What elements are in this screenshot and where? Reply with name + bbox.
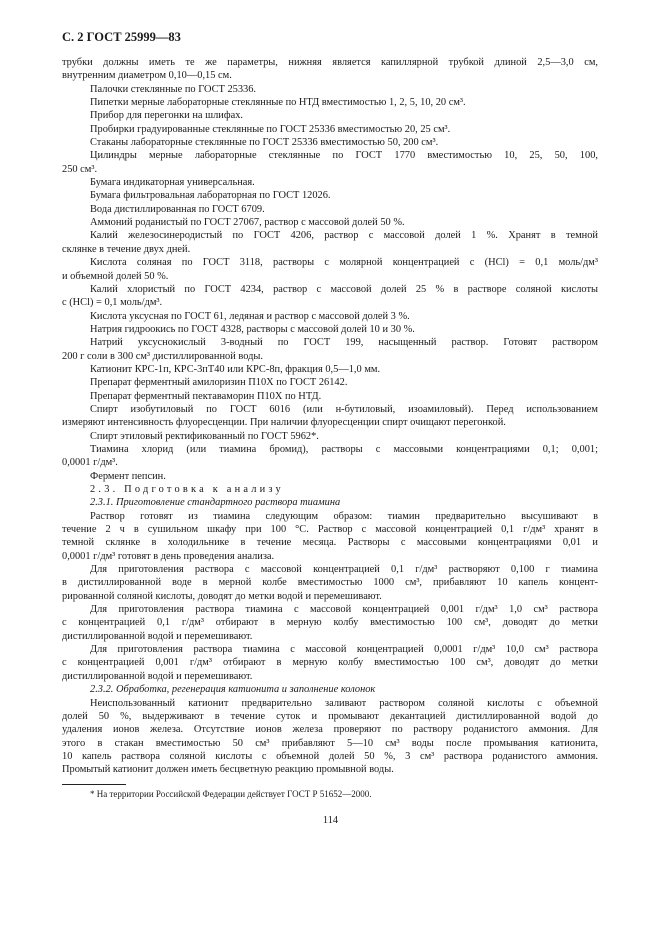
text-line: дистиллированной водой и перемешивают. [62,630,253,642]
footnote: * На территории Российской Федерации действует ГОСТ Р 51652—2000. [90,789,372,799]
text-line: Аммоний роданистый по ГОСТ 27067, раствор с массовой долей 50 %. [90,217,405,229]
text-line: Бумага индикаторная универсальная. [90,177,255,189]
text-line: Для приготовления раствора тиамина с массовой концентрацией 0,0001 г/дм³ 10,0 см³ раствора [90,644,598,656]
text-line: рированной соляной кислоты, доводят до метки водой и перемешивают. [62,590,382,602]
page-header: С. 2 ГОСТ 25999—83 [62,30,181,44]
text-line: с концентрацией 0,001 г/дм³ отбирают в мерную колбу вместимостью 100 см³, доводят до метки [62,657,598,669]
text-line: склянке в течение двух дней. [62,243,191,255]
text-line: Для приготовления раствора тиамина с массовой концентрацией 0,001 г/дм³ 1,0 см³ раствора [90,604,598,616]
text-line: с концентрацией 0,1 г/дм³ отбирают в мерную колбу вместимостью 100 см³, доводят до метки [62,617,598,629]
text-line: Спирт этиловый ректификованный по ГОСТ 5962*. [90,430,319,442]
text-line: 2.3.1. Приготовление стандартного раствора тиамина [90,497,341,509]
text-line: Катионит КРС-1п, КРС-3пТ40 или КРС-8п, фракция 0,5—1,0 мм. [90,363,381,375]
text-line: Цилиндры мерные лабораторные стеклянные по ГОСТ 1770 вместимостью 10, 25, 50, 100, [90,150,598,162]
text-line: этого в стакан вместимостью 50 см³ прибавляют 5—10 см³ воды после промывания катионита, [62,737,598,749]
text-line: Вода дистиллированная по ГОСТ 6709. [90,203,265,215]
text-line: трубки должны иметь те же параметры, нижняя является капиллярной трубкой длиной 2,5—3,0 см, [62,57,598,68]
text-line: в дистиллированной воде в мерной колбе вместимостью 1000 см³, прибавляют 10 капель концент- [62,577,598,589]
text-line: измеряют интенсивность флуоресценции. При наличии флуоресценции спирт очищают перегонкой. [62,417,506,429]
text-line: Кислота соляная по ГОСТ 3118, растворы с молярной концентрацией c (HCl) = 0,1 моль/дм³ [90,257,598,269]
text-line: и объемной долей 50 %. [62,270,169,282]
text-line: внутренним диаметром 0,10—0,15 см. [62,70,232,82]
text-line: Пипетки мерные лабораторные стеклянные по НТД вместимостью 1, 2, 5, 10, 20 см³. [90,97,466,109]
text-line: Пробирки градуированные стеклянные по ГОСТ 25336 вместимостью 20, 25 см³. [90,123,451,135]
text-line: Натрия гидроокись по ГОСТ 4328, растворы с массовой долей 10 и 30 %. [90,323,415,335]
text-line: Тиамина хлорид (или тиамина бромид), растворы с массовыми концентрациями 0,1; 0,001; [90,443,598,455]
text-line: Препарат ферментный амилоризин П10Х по ГОСТ 26142. [90,377,348,389]
text-line: темной склянке в холодильнике в течение месяца. Растворы с массовыми концентрациями 0,01 и [62,537,598,549]
text-line: Промытый катионит должен иметь бесцветную реакцию промывной воды. [62,764,394,776]
text-line: 10 капель раствора соляной кислоты с объемной долей 50 %, 3 см³ раствора роданистого аммония. [62,750,598,762]
text-line: 2.3. Подготовка к анализу [90,484,284,495]
footnote-divider [62,784,126,785]
text-line: Стаканы лабораторные стеклянные по ГОСТ 25336 вместимостью 50, 200 см³. [90,137,439,149]
text-line: Калий хлористый по ГОСТ 4234, раствор с массовой долей 25 % в растворе соляной кислоты [90,283,598,295]
text-line: Бумага фильтровальная лабораторная по ГОСТ 12026. [90,190,331,202]
text-line: Фермент пепсин. [90,470,166,482]
text-line: 200 г соли в 300 см³ дистиллированной воды. [62,350,263,362]
text-line: 250 см³. [62,163,98,175]
text-line: удаления ионов железа. Отсутствие ионов железа проверяют по раствору роданистого аммония. Для [62,724,598,736]
text-line: Палочки стеклянные по ГОСТ 25336. [90,83,257,95]
text-line: Кислота уксусная по ГОСТ 61, ледяная и раствор с массовой долей 3 %. [90,310,410,322]
text-line: долей 50 %, выдерживают в течение суток и промывают декантацией дистиллированной водой до [62,710,598,722]
text-line: Калий железосинеродистый по ГОСТ 4206, раствор с массовой долей 1 %. Хранят в темной [90,230,598,242]
text-line: Спирт изобутиловый по ГОСТ 6016 (или н-бутиловый, изоамиловый). Перед использованием [90,403,598,415]
text-line: c (HCl) = 0,1 моль/дм³. [62,297,163,309]
text-line: течение 2 ч в сушильном шкафу при 100 °С. Раствор с массовой концентрацией 0,1 г/дм³ хранят в [62,524,598,536]
text-line: Препарат ферментный пектаваморин П10Х по НТД. [90,390,322,402]
text-line: 0,0001 г/дм³ готовят в день проведения анализа. [62,550,275,562]
text-line: 0,0001 г/дм³. [62,457,118,469]
text-line: дистиллированной водой и перемешивают. [62,670,253,682]
text-line: Неиспользованный катионит предварительно заливают раствором соляной кислоты с объемной [90,697,598,709]
document-body [62,56,598,777]
text-line: Для приготовления раствора с массовой концентрацией 0,1 г/дм³ растворяют 0,100 г тиамина [90,564,598,576]
page-number: 114 [322,815,339,826]
text-line: Раствор готовят из тиамина следующим образом: тиамин предварительно высушивают в [90,510,598,522]
text-line: Прибор для перегонки на шлифах. [90,110,243,122]
text-line: Натрий уксуснокислый 3-водный по ГОСТ 199, насыщенный раствор. Готовят раствором [90,337,598,349]
text-line: 2.3.2. Обработка, регенерация катионита и заполнение колонок [90,684,376,696]
